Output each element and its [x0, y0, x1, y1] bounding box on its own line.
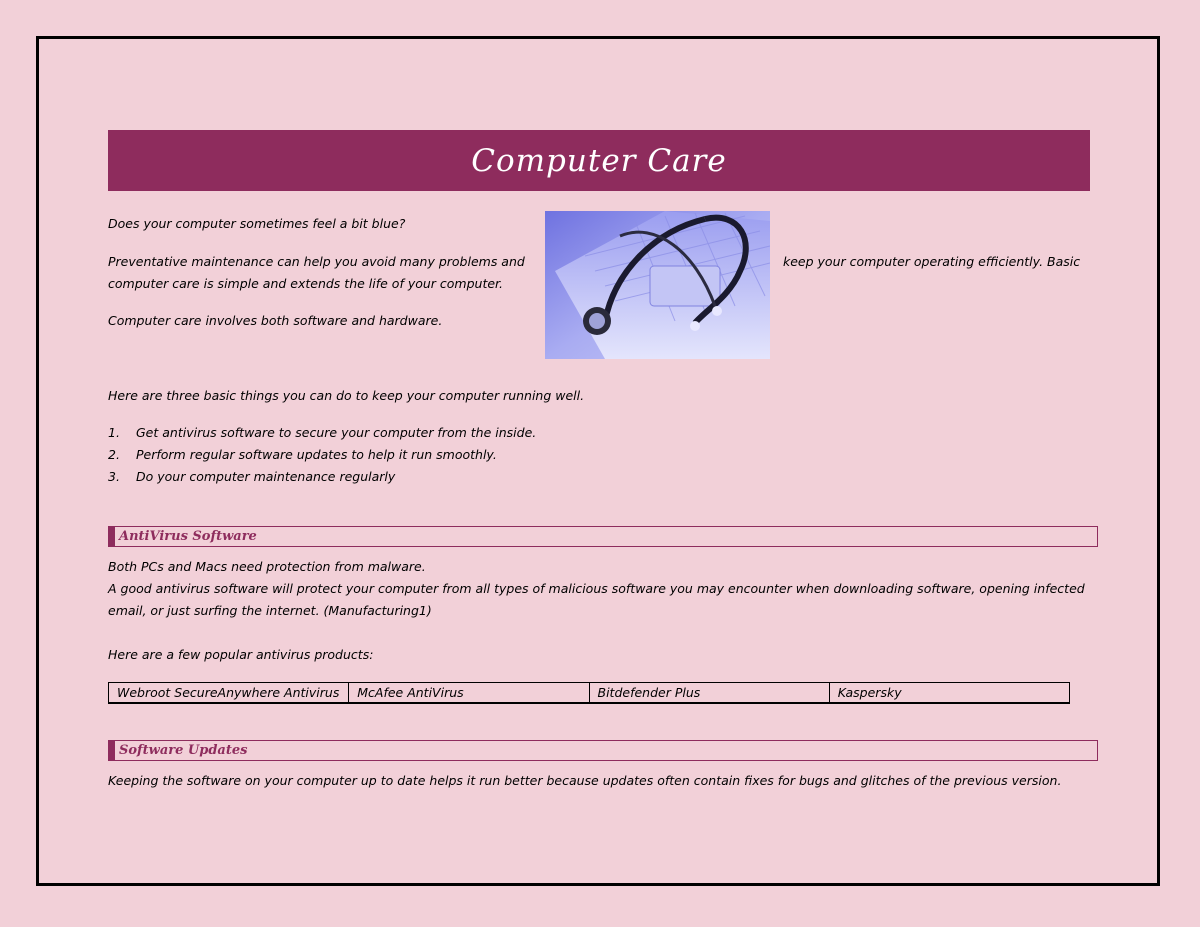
list-number: 3. [108, 469, 120, 484]
things-intro: Here are three basic things you can do to keep your computer running well. [108, 388, 585, 403]
antivirus-section-heading [108, 526, 1098, 547]
list-number: 2. [108, 447, 120, 462]
list-text: Perform regular software updates to help it run smoothly. [136, 447, 497, 462]
table-cell: McAfee AntiVirus [349, 683, 589, 704]
antivirus-products-table [108, 682, 1070, 704]
intro-question: Does your computer sometimes feel a bit blue? [108, 216, 406, 231]
list-item [108, 469, 395, 485]
updates-heading-text: Software Updates [119, 743, 248, 758]
table-cell: Bitdefender Plus [589, 683, 829, 704]
intro-paragraph-line2: computer care is simple and extends the life of your computer. [108, 276, 504, 291]
antivirus-line-2: A good antivirus software will protect your computer from all types of malicious software you may encounter when downloading software, opening infected [108, 581, 1085, 596]
list-item [108, 447, 497, 463]
antivirus-heading-text: AntiVirus Software [119, 529, 257, 544]
updates-section-heading [108, 740, 1098, 761]
table-cell: Kaspersky [829, 683, 1069, 704]
table-cell: Webroot SecureAnywhere Antivirus [109, 683, 349, 704]
updates-text: Keeping the software on your computer up to date helps it run better because updates often contain fixes for bugs and glitches of the previous version. [108, 773, 1062, 788]
list-number: 1. [108, 425, 120, 440]
stethoscope-laptop-image [545, 211, 770, 359]
list-text: Do your computer maintenance regularly [136, 469, 396, 484]
table-row [109, 683, 1070, 704]
title-banner [108, 130, 1090, 191]
list-text: Get antivirus software to secure your computer from the inside. [136, 425, 537, 440]
antivirus-line-3: email, or just surfing the internet. (Manufacturing1) [108, 603, 432, 618]
list-item [108, 425, 536, 441]
intro-paragraph-right: keep your computer operating efficiently. Basic [783, 254, 1081, 269]
intro-paragraph-2: Computer care involves both software and hardware. [108, 313, 443, 328]
intro-paragraph-left: Preventative maintenance can help you avoid many problems and [108, 254, 525, 269]
products-intro: Here are a few popular antivirus products: [108, 647, 374, 662]
page-title: Computer Care [471, 142, 727, 179]
antivirus-line-1: Both PCs and Macs need protection from malware. [108, 559, 426, 574]
